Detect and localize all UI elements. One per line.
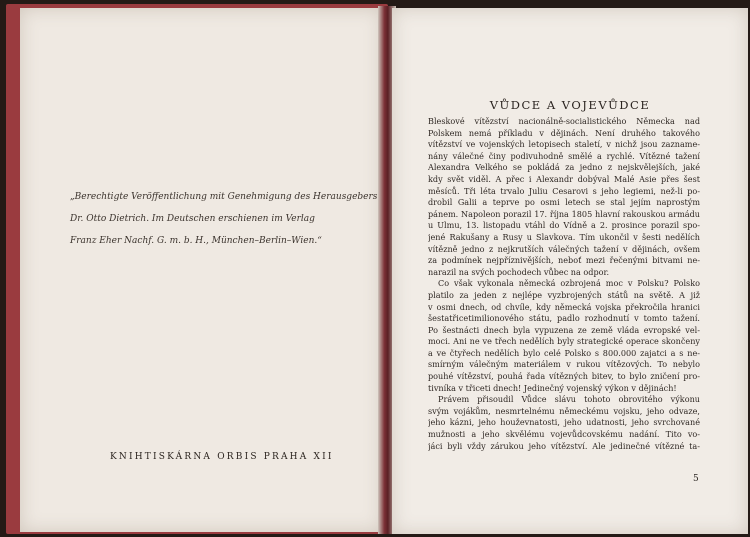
text-line: pánem. Napoleon porazil 17. října 1805 hlavní rakouskou armádu (428, 208, 700, 219)
chapter-title: VŮDCE A VOJEVŮDCE (489, 98, 651, 112)
text-line: Alexandra Velkého se pokládá za jedno z nejskvělejších, jaké (428, 162, 700, 173)
text-line: platilo za jeden z nejlépe vyzbrojených států na světě. A již (428, 289, 700, 300)
show-through-print (90, 63, 360, 163)
text-line: moci. Ani ne ve třech nedělích byly strategické operace skončeny (428, 336, 700, 347)
text-line: vítězně jedno z nejkrutších válečných tažení v dějinách, ovšem (428, 243, 700, 254)
text-line: Polskem nemá příkladu v dějinách. Není druhého takového (428, 127, 700, 138)
text-line: jeho kázni, jeho houževnatosti, jeho udatnosti, jeho svrchované (428, 417, 700, 428)
notice-line: „Berechtigte Veröffentlichung mit Genehmigung des Herausgebers (70, 192, 378, 202)
text-line: tivníka v třiceti dnech! Jedinečný vojenský výkon v dějinách! (428, 382, 677, 393)
body-text (428, 116, 700, 452)
paragraph (428, 394, 700, 452)
publication-notice (70, 186, 378, 252)
text-line: pouhé vítězství, pouhá řada vítězných bitev, to bylo zničení pro- (428, 371, 700, 382)
text-line: vítězství ve vojenských letopisech staletí, v nichž jsou zazname- (428, 139, 700, 150)
printer-imprint: KNIHTISKÁRNA ORBIS PRAHA XII (110, 452, 334, 462)
text-line: svým vojákům, nesmrtelnému německému vojsku, jeho odvaze, (428, 405, 700, 416)
page-number: 5 (693, 474, 699, 484)
text-line: Bleskové vítězství nacionálně-socialistického Německa nad (428, 116, 700, 126)
notice-line: Franz Eher Nachf. G. m. b. H., München–Berlin–Wien.“ (70, 236, 322, 246)
text-line: Právem přisoudil Vůdce slávu tohoto obrovitého výkonu (438, 394, 700, 405)
text-line: nány válečné činy podivuhodně smělé a rychlé. Vítězné tažení (428, 150, 700, 161)
text-line: Po šestnácti dnech byla vypuzena ze země vláda evropské vel- (428, 324, 700, 335)
text-line: jáci byli vždy zárukou jeho vítězství. Ale jedinečné vítězné ta- (428, 440, 700, 451)
paragraph (428, 116, 700, 278)
text-line: měsíců. Tři léta trvalo Juliu Cesarovi s jeho legiemi, než-li po- (428, 185, 700, 196)
text-line: narazil na svých pochodech vůbec na odpor. (428, 266, 610, 277)
text-line: Co však vykonala německá ozbrojená moc v Polsku? Polsko (438, 278, 700, 289)
text-line: smírným válečným materiálem v rukou vítězových. To nebylo (428, 359, 700, 370)
paragraph (428, 278, 700, 394)
text-line: za podmínek nejpříznivějších, neboť mezi řečenými bitvami ne- (428, 255, 700, 266)
text-line: u Ulmu, 13. listopadu vtáhl do Vídně a 2. prosince porazil spo- (428, 220, 700, 231)
text-line: mužnosti a jeho skvělému vojevůdcovskému nadání. Tito vo- (428, 429, 700, 440)
text-line: v osmi dnech, od chvíle, kdy německá vojska překročila hranici (428, 301, 700, 312)
notice-line: Dr. Otto Dietrich. Im Deutschen erschienen im Verlag (70, 214, 315, 224)
text-line: drobil Galii a teprve po osmi letech se stal jejím naprostým (428, 197, 700, 208)
text-line: kdy svět viděl. A přec i Alexandr dobýval Malé Asie přes šest (428, 173, 700, 184)
text-line: a ve čtyřech nedělích bylo celé Polsko s 800.000 zajatci a s ne- (428, 347, 700, 358)
text-line: šestatřicetimilionového státu, padlo rozhodnutí v tomto tažení. (428, 313, 700, 324)
text-line: jené Rakušany a Rusy u Slavkova. Tím ukončil v šesti nedělích (428, 231, 700, 242)
